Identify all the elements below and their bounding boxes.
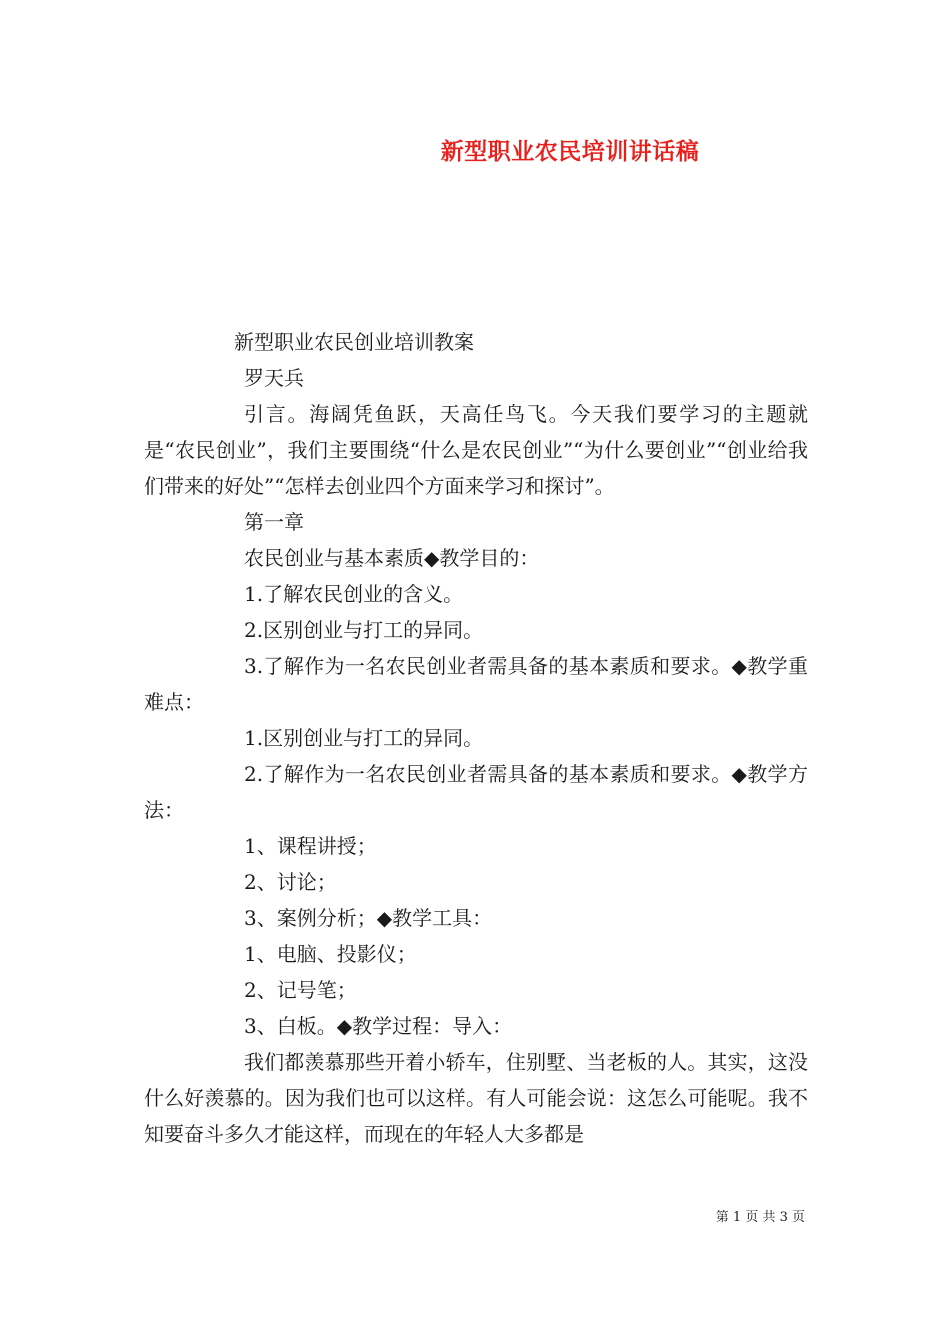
document-title: 新型职业农民培训讲话稿 xyxy=(440,138,700,165)
paragraph-method-1: 1、课程讲授； xyxy=(244,834,377,858)
paragraph-tool-3: 3、白板。◆教学过程：导入： xyxy=(244,1014,513,1038)
paragraph-key-point-2: 2.了解作为一名农民创业者需具备的基本素质和要求。◆教学方法： xyxy=(144,762,808,822)
page-footer: 第 1 页 共 3 页 xyxy=(715,1210,805,1225)
document-body xyxy=(144,324,808,1152)
paragraph-subtitle: 新型职业农民创业培训教案 xyxy=(234,330,474,354)
paragraph-objective-3: 3.了解作为一名农民创业者需具备的基本素质和要求。◆教学重难点： xyxy=(144,654,808,714)
paragraph-key-point-1: 1.区别创业与打工的异同。 xyxy=(244,726,484,750)
paragraph-intro: 引言。海阔凭鱼跃，天高任鸟飞。今天我们要学习的主题就是“农民创业”，我们主要围绕“什么是农民创业”“为什么要创业”“创业给我们带来的好处”“怎样去创业四个方面来学习和探讨”。 xyxy=(144,402,808,498)
paragraph-objective-2: 2.区别创业与打工的异同。 xyxy=(244,618,484,642)
paragraph-tool-2: 2、记号笔； xyxy=(244,978,357,1002)
paragraph-objective-1: 1.了解农民创业的含义。 xyxy=(244,582,464,606)
paragraph-author: 罗天兵 xyxy=(244,366,304,390)
paragraph-method-3: 3、案例分析；◆教学工具： xyxy=(244,906,493,930)
paragraph-tool-1: 1、电脑、投影仪； xyxy=(244,942,417,966)
paragraph-chapter: 第一章 xyxy=(244,510,304,534)
paragraph-lead-in: 我们都羡慕那些开着小轿车，住别墅、当老板的人。其实，这没什么好羡慕的。因为我们也可以这样。有人可能会说：这怎么可能呢。我不知要奋斗多久才能这样，而现在的年轻人大多都是 xyxy=(144,1050,808,1146)
paragraph-objectives-heading: 农民创业与基本素质◆教学目的： xyxy=(244,546,540,570)
paragraph-method-2: 2、讨论； xyxy=(244,870,337,894)
